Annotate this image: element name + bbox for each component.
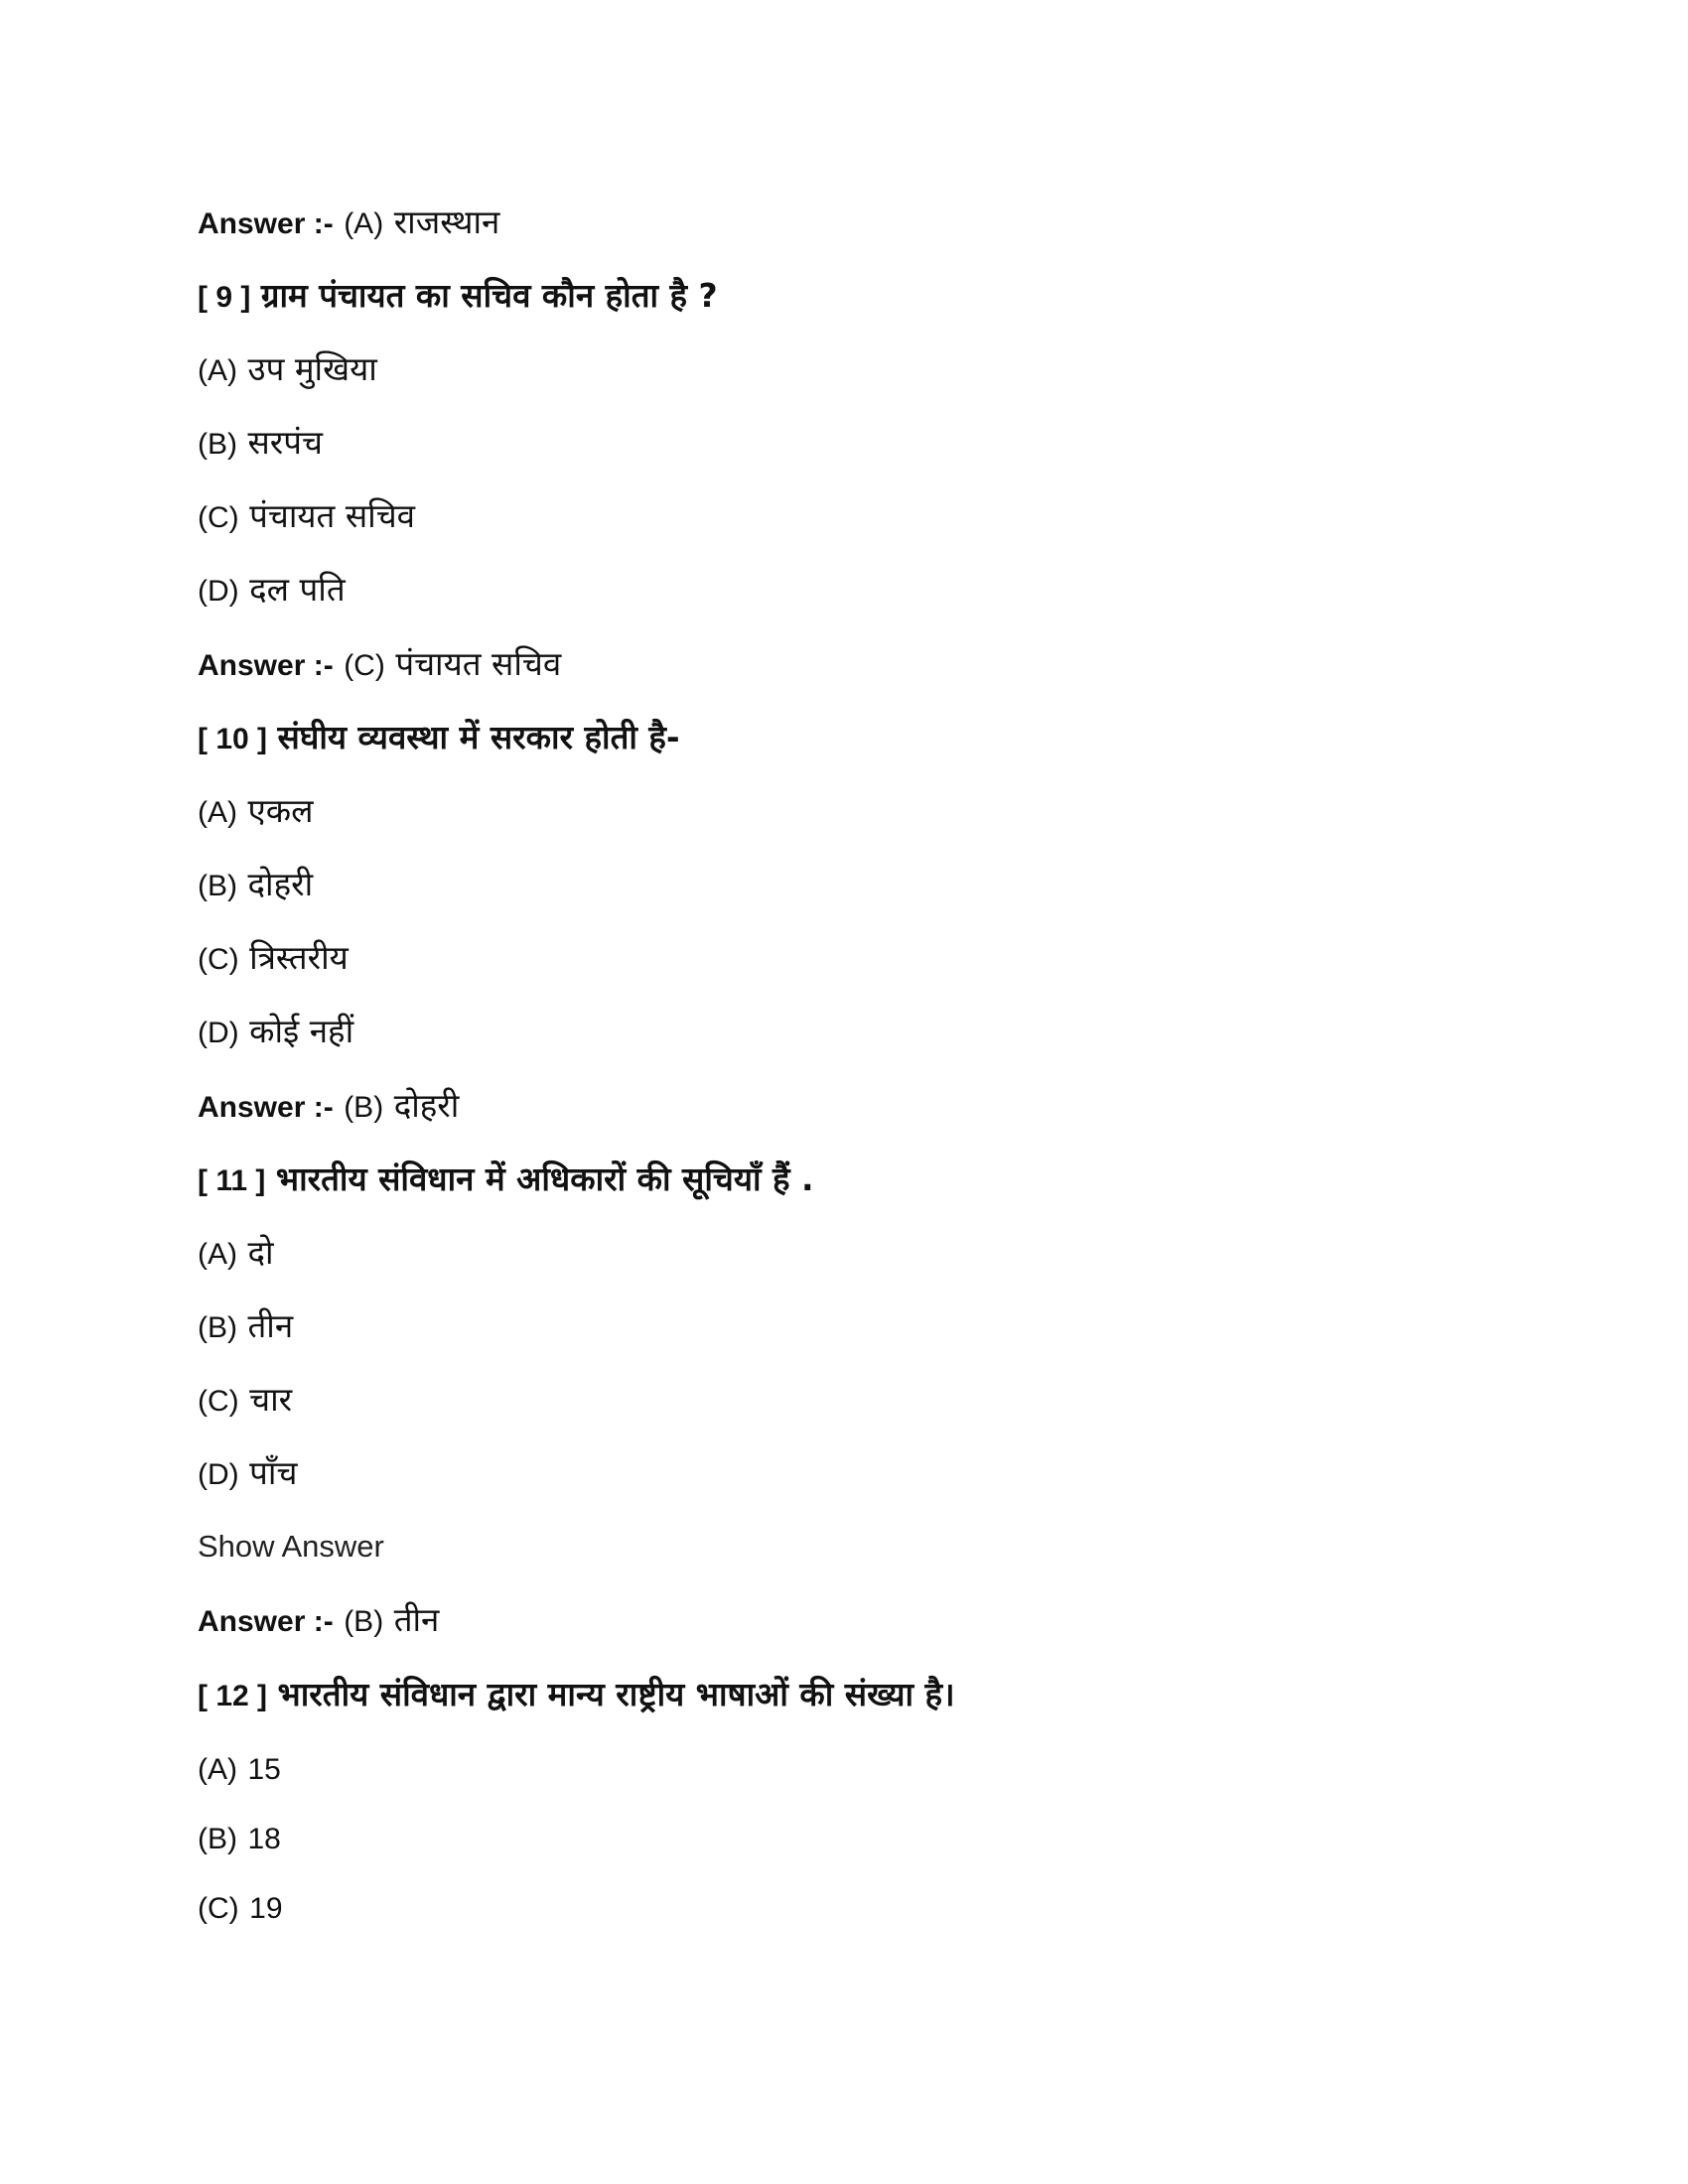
option-text: 15 <box>247 1753 281 1786</box>
option-line <box>198 1010 353 1055</box>
answer-line <box>198 642 561 688</box>
option-line <box>198 789 313 835</box>
answer-key: (B) <box>344 1605 384 1638</box>
option-key: (B) <box>198 428 237 461</box>
option-text: दोहरी <box>247 865 314 903</box>
answer-label: Answer :- <box>198 207 334 240</box>
answer-text: पंचायत सचिव <box>395 644 562 683</box>
answer-line <box>198 1598 439 1644</box>
option-key: (B) <box>198 1311 237 1344</box>
option-text: पंचायत सचिव <box>249 496 415 535</box>
answer-line <box>198 201 499 246</box>
question-text: संघीय व्यवस्था में सरकार होती है- <box>277 718 680 756</box>
question-number: [ 12 ] <box>198 1680 268 1712</box>
answer-text: दोहरी <box>393 1086 460 1125</box>
option-line <box>198 1746 281 1792</box>
answer-key: (B) <box>344 1091 384 1124</box>
option-line <box>198 1816 281 1861</box>
answer-text: तीन <box>393 1600 440 1639</box>
option-key: (C) <box>198 501 239 534</box>
option-line <box>198 421 323 467</box>
option-text: 19 <box>249 1892 283 1925</box>
option-key: (D) <box>198 1458 239 1491</box>
question-number: [ 10 ] <box>198 723 268 755</box>
show-answer-link[interactable]: Show Answer <box>198 1529 384 1564</box>
option-text: तीन <box>247 1306 294 1345</box>
option-key: (A) <box>198 1238 237 1271</box>
option-line <box>198 347 377 393</box>
option-text: दो <box>247 1233 274 1272</box>
option-key: (C) <box>198 1892 239 1925</box>
question-text: भारतीय संविधान द्वारा मान्य राष्ट्रीय भाषाओं की संख्या है। <box>277 1675 955 1713</box>
answer-label: Answer :- <box>198 1605 334 1638</box>
option-text: त्रिस्तरीय <box>249 938 349 977</box>
option-text: कोई नहीं <box>249 1012 354 1050</box>
option-text: दल पति <box>249 570 346 609</box>
option-key: (A) <box>198 796 237 829</box>
answer-text: राजस्थान <box>393 203 500 241</box>
option-key: (D) <box>198 575 239 608</box>
question-number: [ 11 ] <box>198 1164 266 1197</box>
option-text: सरपंच <box>247 423 324 462</box>
option-line <box>198 1304 293 1350</box>
option-text: चार <box>249 1380 293 1419</box>
question-11 <box>198 1158 814 1203</box>
answer-label: Answer :- <box>198 1091 334 1124</box>
question-10 <box>198 716 680 761</box>
option-text: एकल <box>247 791 314 830</box>
question-9 <box>198 274 718 320</box>
question-number: [ 9 ] <box>198 281 251 314</box>
option-line <box>198 568 346 614</box>
question-text: ग्राम पंचायत का सचिव कौन होता है ? <box>260 276 718 315</box>
option-key: (D) <box>198 1017 239 1049</box>
option-key: (A) <box>198 1753 237 1786</box>
option-line <box>198 494 415 540</box>
option-key: (B) <box>198 870 237 902</box>
option-text: 18 <box>247 1823 281 1855</box>
question-text: भारतीय संविधान में अधिकारों की सूचियाँ हैं . <box>275 1160 814 1198</box>
answer-line <box>198 1084 459 1130</box>
answer-key: (C) <box>344 649 385 682</box>
option-line <box>198 863 313 908</box>
option-line <box>198 936 349 982</box>
option-key: (A) <box>198 354 237 387</box>
option-line <box>198 1231 274 1277</box>
option-line <box>198 1885 283 1931</box>
option-key: (B) <box>198 1823 237 1855</box>
question-12 <box>198 1673 955 1718</box>
option-line <box>198 1378 292 1424</box>
option-text: उप मुखिया <box>247 349 377 388</box>
answer-key: (A) <box>344 207 384 240</box>
answer-label: Answer :- <box>198 649 334 682</box>
option-line <box>198 1451 297 1497</box>
option-key: (C) <box>198 943 239 976</box>
option-key: (C) <box>198 1385 239 1418</box>
option-text: पाँच <box>249 1453 298 1492</box>
